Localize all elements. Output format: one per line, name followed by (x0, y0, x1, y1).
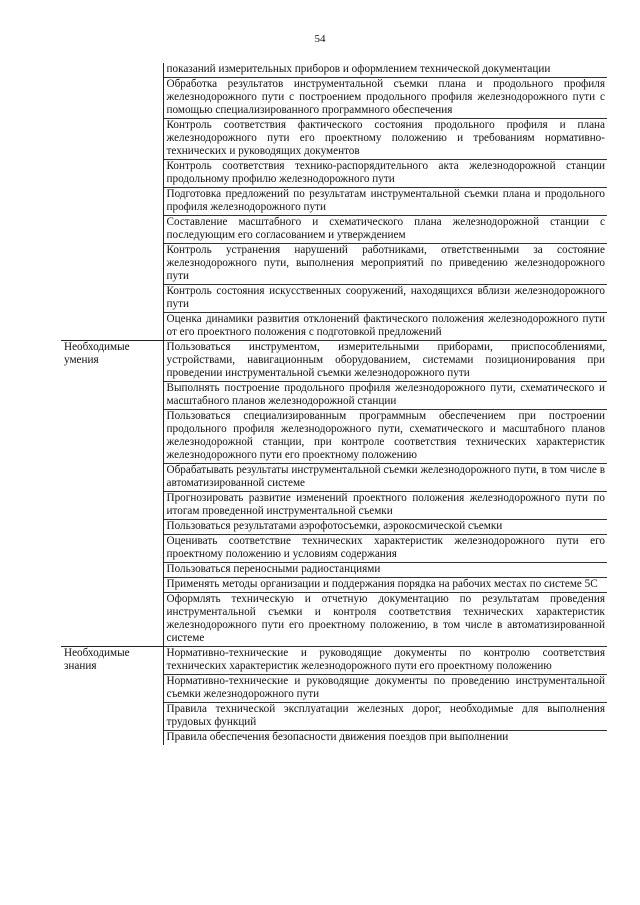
row-text: Применять методы организации и поддержания порядка на рабочих местах по системе 5С (163, 578, 607, 593)
row-text: Обрабатывать результаты инструментальной съемки железнодорожного пути, в том числе в автоматизированной системе (163, 464, 607, 492)
section-label: Необходимые знания (61, 647, 163, 746)
row-text: Правила технической эксплуатации железных дорог, необходимые для выполнения трудовых функций (163, 703, 607, 731)
row-text: Прогнозировать развитие изменений проектного положения железнодорожного пути по итогам проведенной инструментальной съемки (163, 492, 607, 520)
row-text: Пользоваться инструментом, измерительными приборами, приспособлениями, устройствами, навигационным оборудованием, системами позиционирования при проведении инструментальной съемки железнодорожного пути (163, 341, 607, 382)
row-text: Обработка результатов инструментальной съемки плана и продольного профиля железнодорожного пути с построением продольного профиля железнодорожного пути с помощью специализированного программного обеспечения (163, 78, 607, 119)
page-number: 54 (314, 33, 326, 45)
row-text: Составление масштабного и схематического плана железнодорожной станции с последующим его согласованием и утверждением (163, 216, 607, 244)
row-text: Оценка динамики развития отклонений фактического положения железнодорожного пути от его проектного положения с подготовкой предложений (163, 313, 607, 341)
row-text: Пользоваться переносными радиостанциями (163, 563, 607, 578)
row-text: показаний измерительных приборов и оформлением технической документации (163, 63, 607, 78)
row-text: Оформлять техническую и отчетную документацию по результатам проведения инструментальной съемки и контроля соответствия технических характеристик железнодорожного пути его проектному положению, в том числе в автоматизированной системе (163, 593, 607, 647)
row-text: Контроль состояния искусственных сооружений, находящихся вблизи железнодорожного пути (163, 285, 607, 313)
competency-table (61, 63, 607, 745)
table-row (61, 647, 607, 675)
row-text: Подготовка предложений по результатам инструментальной съемки плана и продольного профиля железнодорожного пути (163, 188, 607, 216)
row-text: Контроль соответствия технико-распорядительного акта железнодорожной станции продольному профилю железнодорожного пути (163, 160, 607, 188)
row-text: Выполнять построение продольного профиля железнодорожного пути, схематического и масштабного планов железнодорожной станции (163, 382, 607, 410)
competency-table-body (61, 63, 607, 745)
table-row (61, 341, 607, 382)
row-text: Контроль соответствия фактического состояния продольного профиля и плана железнодорожного пути его проектному положению и требованиям нормативно-технических и руководящих документов (163, 119, 607, 160)
row-text: Нормативно-технические и руководящие документы по контролю соответствия технических характеристик железнодорожного пути его проектному положению (163, 647, 607, 675)
section-label (61, 63, 163, 341)
section-label: Необходимые умения (61, 341, 163, 647)
row-text: Контроль устранения нарушений работниками, ответственными за состояние железнодорожного пути, выполнения мероприятий по приведению железнодорожного пути (163, 244, 607, 285)
row-text: Оценивать соответствие технических характеристик железнодорожного пути его проектному положению и условиям содержания (163, 535, 607, 563)
row-text: Правила обеспечения безопасности движения поездов при выполнении (166, 731, 509, 743)
row-text: Нормативно-технические и руководящие документы по проведению инструментальной съемки железнодорожного пути (163, 675, 607, 703)
row-text: Пользоваться специализированным программным обеспечением при построении продольного профиля железнодорожного пути, схематического и масштабного планов железнодорожной станции, при контроле соответствия технических характеристик железнодорожного пути его проектному положению (163, 410, 607, 464)
table-row (61, 63, 607, 78)
row-text: Пользоваться результатами аэрофотосъемки, аэрокосмической съемки (163, 520, 607, 535)
